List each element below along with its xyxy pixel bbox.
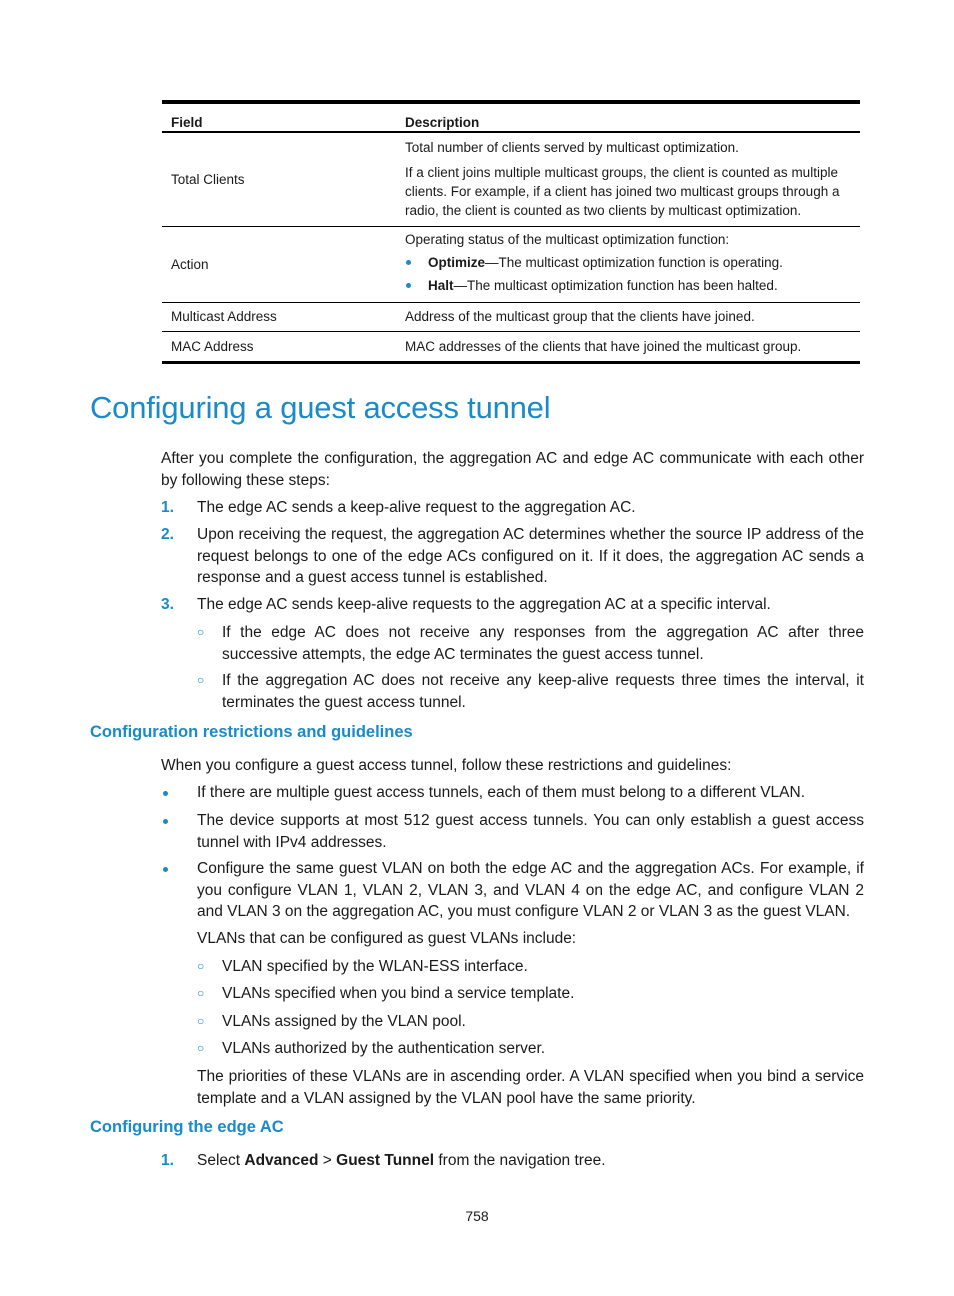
description-text: If a client joins multiple multicast groups, the client is counted as multiple clients. For example, if a client has joined two multicast groups through a radio, the client is counted as two clients by multicast optimization. (405, 165, 840, 219)
step-text: Upon receiving the request, the aggregation AC determines whether the source IP address of the request belongs to one of the edge ACs configured on it. If it does, the aggregation AC sends a response and a guest access tunnel is established. (197, 526, 864, 586)
field-cell: Total Clients (171, 171, 245, 187)
term-description: —The multicast optimization function is operating. (485, 254, 783, 270)
sub-item-text: VLANs assigned by the VLAN pool. (222, 1013, 466, 1030)
bullet-dot-icon (163, 791, 168, 796)
priority-note: The priorities of these VLANs are in ascending order. A VLAN specified when you bind a service template and a VLAN assigned by the VLAN pool have the same priority. (197, 1068, 864, 1107)
list-item (405, 253, 852, 272)
step-text-suffix: from the navigation tree. (434, 1152, 606, 1169)
sub-list-item (197, 956, 864, 978)
sub-list-item (197, 1011, 864, 1033)
subsection-title-restrictions: Configuration restrictions and guidelines (90, 723, 413, 741)
term-description: —The multicast optimization function has been halted. (453, 277, 778, 293)
menu-path-advanced: Advanced (244, 1152, 319, 1169)
step-item (161, 594, 864, 616)
restrictions-intro: When you configure a guest access tunnel, follow these restrictions and guidelines: (161, 757, 732, 774)
step-number: 1. (161, 499, 174, 516)
header-description: Description (405, 115, 480, 130)
subsection-title-edge-ac: Configuring the edge AC (90, 1118, 284, 1136)
bullet-item (161, 782, 864, 804)
description-cell (396, 132, 860, 226)
bullet-item (161, 858, 864, 923)
field-description-table (162, 100, 860, 364)
field-cell: Action (171, 256, 209, 272)
table-row (162, 331, 860, 362)
bullet-text: The device supports at most 512 guest access tunnels. You can only establish a guest access tunnel with IPv4 addresses. (197, 812, 864, 851)
sub-item-text: If the edge AC does not receive any responses from the aggregation AC after three successive attempts, the edge AC terminates the guest access tunnel. (222, 624, 864, 663)
section-intro: After you complete the configuration, the aggregation AC and edge AC communicate with each other by following these steps: (161, 450, 864, 489)
sub-list-item (197, 670, 864, 713)
step-item (161, 1150, 864, 1172)
table-row (162, 226, 860, 302)
step-text-prefix: Select (197, 1152, 245, 1169)
step-number: 1. (161, 1152, 174, 1169)
description-text: Total number of clients served by multicast optimization. (405, 140, 739, 156)
bullet-text: If there are multiple guest access tunnels, each of them must belong to a different VLAN. (197, 784, 805, 801)
status-bullet-list (405, 253, 852, 295)
table-header-row (162, 102, 860, 132)
term-halt: Halt (428, 277, 454, 293)
table-row (162, 132, 860, 226)
step-text: The edge AC sends keep-alive requests to the aggregation AC at a specific interval. (197, 596, 771, 613)
sub-list-item (197, 622, 864, 665)
hollow-circle-icon: ○ (197, 625, 205, 639)
hollow-circle-icon: ○ (197, 986, 205, 1000)
vlans-intro: VLANs that can be configured as guest VLANs include: (197, 930, 577, 947)
hollow-circle-icon: ○ (197, 1041, 205, 1055)
sub-item-text: VLANs specified when you bind a service template. (222, 985, 575, 1002)
section-title: Configuring a guest access tunnel (90, 390, 551, 425)
sub-item-text: If the aggregation AC does not receive any keep-alive requests three times the interval, it terminates the guest access tunnel. (222, 672, 864, 711)
description-cell (396, 226, 860, 302)
list-item (405, 276, 852, 295)
sub-list-item (197, 983, 864, 1005)
menu-path-separator: > (318, 1152, 337, 1169)
sub-item-text: VLANs authorized by the authentication server. (222, 1040, 546, 1057)
step-text: The edge AC sends a keep-alive request to the aggregation AC. (197, 499, 636, 516)
bullet-dot-icon (163, 867, 168, 872)
menu-path-guest-tunnel: Guest Tunnel (336, 1152, 435, 1169)
description-text: Operating status of the multicast optimization function: (405, 231, 730, 247)
sub-item-text: VLAN specified by the WLAN-ESS interface. (222, 958, 528, 975)
hollow-circle-icon: ○ (197, 959, 205, 973)
hollow-circle-icon: ○ (197, 673, 205, 687)
term-optimize: Optimize (428, 254, 486, 270)
table-row (162, 302, 860, 331)
header-field: Field (171, 115, 203, 130)
bullet-dot-icon (163, 819, 168, 824)
step-number: 2. (161, 526, 174, 543)
step-item (161, 497, 864, 519)
description-cell: MAC addresses of the clients that have joined the multicast group. (405, 338, 802, 354)
page-number: 758 (465, 1208, 489, 1224)
bullet-text: Configure the same guest VLAN on both the edge AC and the aggregation ACs. For example, if you configure VLAN 1, VLAN 2, VLAN 3, and VLAN 4 on the edge AC, and configure VLAN 2 and VLAN 3 on the aggregation AC, you must configure VLAN 2 or VLAN 3 as the guest VLAN. (197, 860, 864, 920)
bullet-item (161, 810, 864, 853)
description-cell: Address of the multicast group that the clients have joined. (405, 309, 755, 324)
step-item (161, 524, 864, 589)
hollow-circle-icon: ○ (197, 1014, 205, 1028)
sub-list-item (197, 1038, 864, 1060)
step-number: 3. (161, 596, 174, 613)
field-cell: MAC Address (171, 338, 254, 354)
field-cell: Multicast Address (171, 309, 277, 324)
